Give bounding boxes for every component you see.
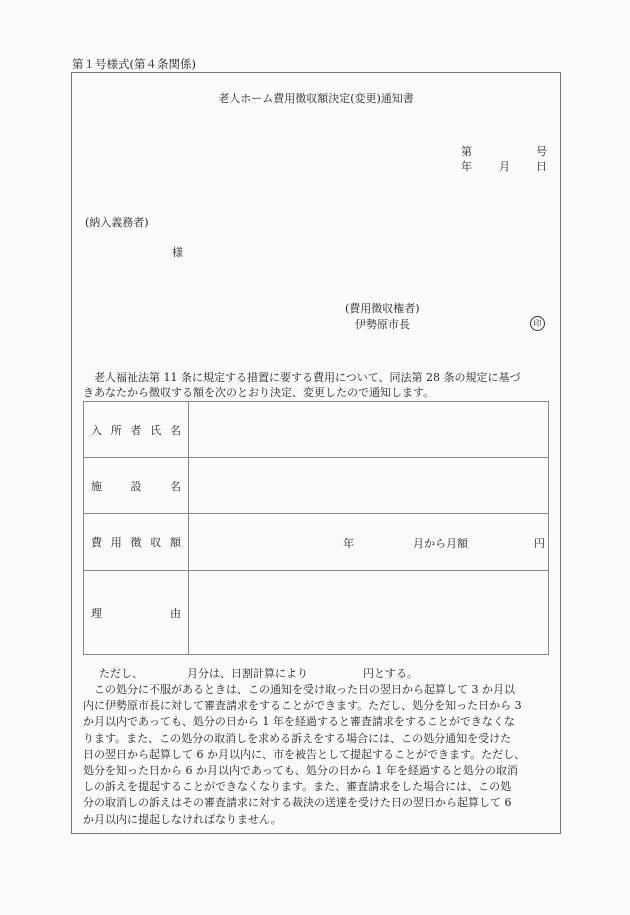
appeal-line: 内に伊勢原市長に対して審査請求をすることができます。ただし、処分を知った日から 3 (83, 699, 522, 713)
fee-yen: 円 (534, 537, 545, 550)
resident-name-field[interactable] (189, 402, 549, 458)
appeal-line: か月以内に提起しなければなりません。 (83, 812, 282, 826)
issuer-label: (費用徴収権者) (345, 302, 420, 315)
appeal-line: ります。また、この処分の取消しを求める訴えをする場合には、この処分通知を受けた (83, 731, 512, 745)
appeal-notice (83, 682, 549, 828)
number-suffix: 号 (536, 145, 547, 158)
fee-amount-field[interactable] (189, 514, 549, 571)
payer-label: (納入義務者) (85, 216, 149, 229)
form-number-label: 第１号様式(第４条関係) (72, 57, 196, 71)
notice-table (83, 401, 549, 655)
proviso-a: ただし、 (99, 667, 143, 680)
label-facility-name: 施 設 名 (84, 458, 189, 514)
label-fee-amount: 費 用 徴 収 額 (84, 514, 189, 571)
document-title: 老人ホーム費用徴収額決定(変更)通知書 (218, 92, 414, 105)
appeal-line: 処分を知った日から 6 か月以内であっても、処分の日から 1 年を経過すると処分の取消 (83, 764, 518, 778)
appeal-line: 分の取消しの訴えはその審査請求に対する裁決の送達を受けた日の翌日から起算して 6 (83, 796, 512, 810)
label-resident-name: 入 所 者 氏 名 (84, 402, 189, 458)
appeal-line: か月以内であっても、処分の日から 1 年を経過すると審査請求をすることができなくな (83, 715, 515, 729)
table-row-fee-amount (84, 514, 549, 571)
fee-month-from: 月から月額 (413, 537, 468, 550)
proviso-b: 月分は、日割計算により (187, 667, 308, 680)
date-day: 日 (536, 160, 547, 173)
appeal-line: しの訴えを提起することができなくなります。また、審査請求をした場合には、この処 (83, 780, 512, 794)
table-row-reason (84, 571, 549, 655)
fee-year: 年 (343, 537, 354, 550)
payer-honorific: 様 (172, 246, 183, 259)
facility-name-field[interactable] (189, 458, 549, 514)
proviso-line (83, 666, 549, 682)
seal-icon: 印 (530, 316, 545, 331)
number-prefix: 第 (461, 145, 472, 158)
date-month: 月 (499, 160, 510, 173)
table-row-resident-name (84, 402, 549, 458)
intro-text (83, 370, 553, 400)
notes-section (83, 666, 549, 828)
reason-field[interactable] (189, 571, 549, 655)
appeal-line: 日の翌日から起算して 6 か月以内に、市を被告として提起することができます。ただし、 (83, 747, 526, 761)
table-row-facility-name (84, 458, 549, 514)
intro-line-1: 老人福祉法第 11 条に規定する措置に要する費用について、同法第 28 条の規定に基づ (94, 371, 521, 384)
issuer-name: 伊勢原市長 (355, 318, 410, 331)
label-reason: 理 由 (84, 571, 189, 655)
intro-line-2: きあなたから徴収する額を次のとおり決定、変更したので通知します。 (83, 386, 435, 399)
date-year: 年 (461, 160, 472, 173)
proviso-c: 円とする。 (363, 667, 418, 680)
appeal-line: この処分に不服があるときは、この通知を受け取った日の翌日から起算して 3 か月以 (94, 683, 515, 696)
